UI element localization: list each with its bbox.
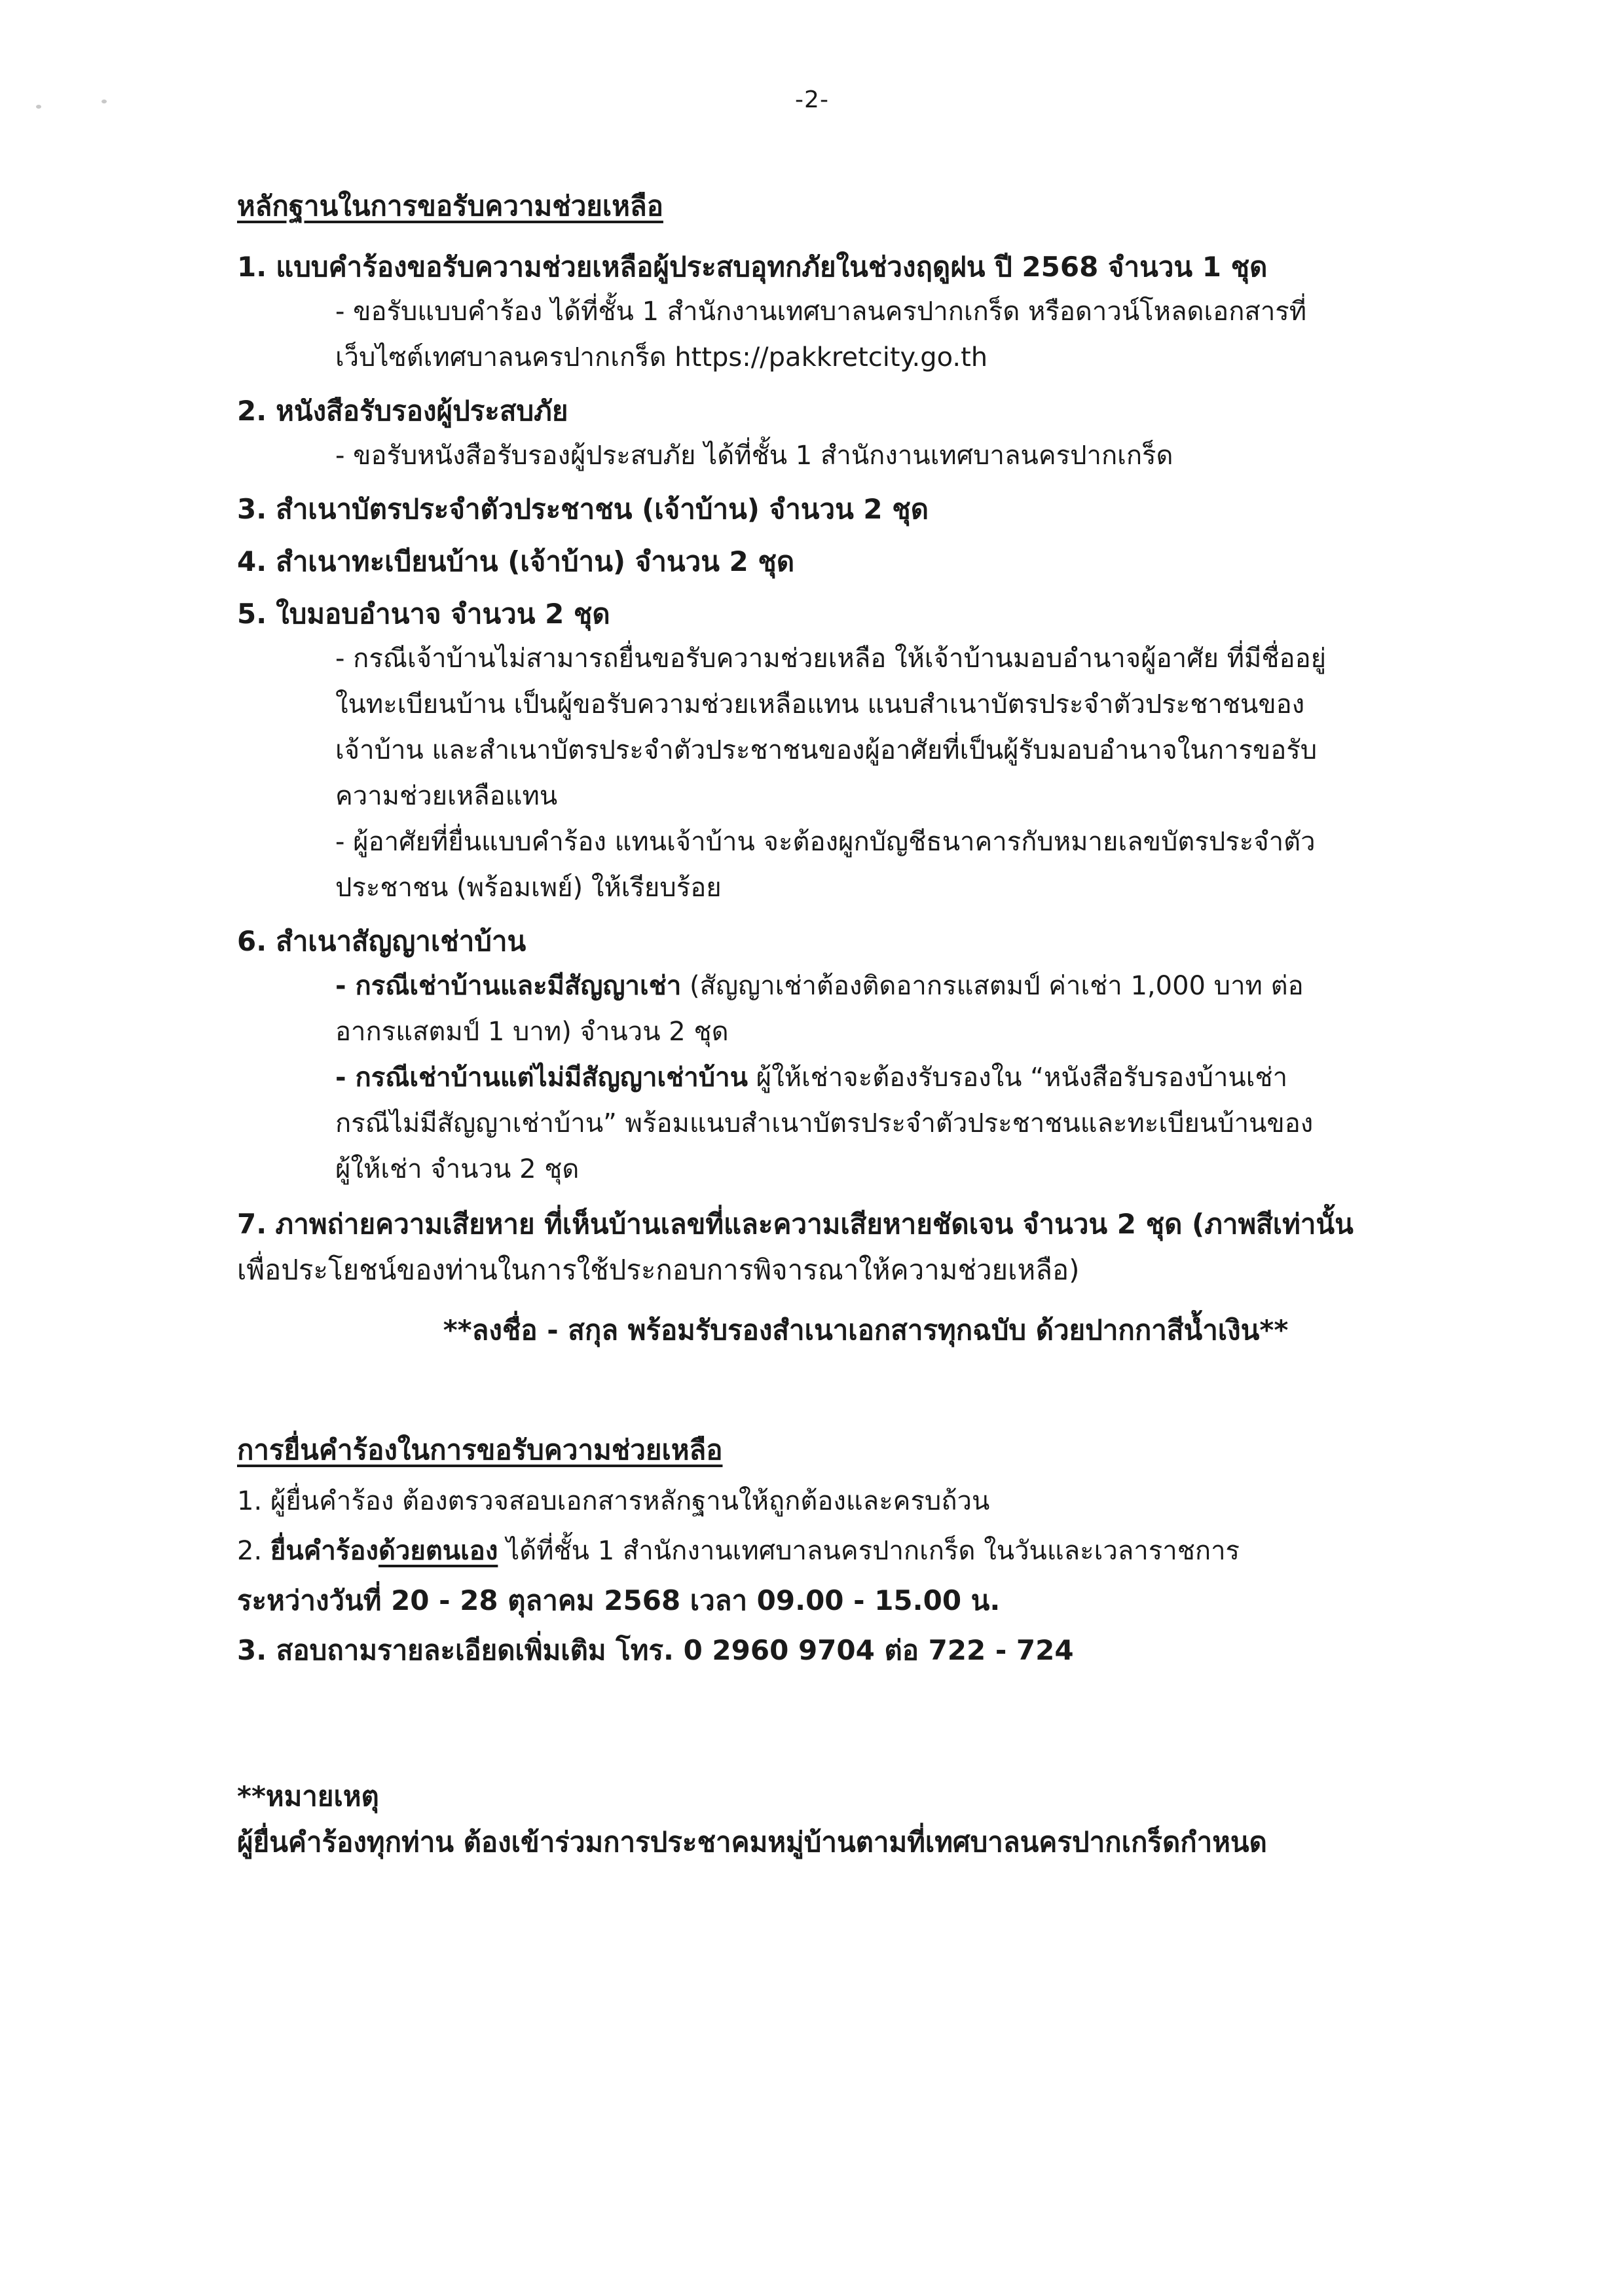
item-detail-line: - กรณีเจ้าบ้านไม่สามารถยื่นขอรับความช่วยเหลือ ให้เจ้าบ้านมอบอำนาจผู้อาศัย ที่มีชื่ออยู่	[335, 644, 1327, 674]
line-number: 2.	[237, 1536, 270, 1566]
item-title-text: ใบมอบอำนาจ จำนวน 2 ชุด	[276, 598, 610, 630]
case-label: - กรณีเช่าบ้านและมีสัญญาเช่า	[335, 971, 682, 1001]
evidence-item-3	[237, 488, 1494, 531]
submission-line-2	[237, 1526, 1494, 1576]
item-number: 4.	[237, 545, 267, 577]
remark-text: ผู้ยื่นคำร้องทุกท่าน ต้องเข้าร่วมการประชาคมหมู่บ้านตามที่เทศบาลนครปากเกร็ดกำหนด	[237, 1826, 1267, 1858]
evidence-item-title	[237, 390, 1494, 433]
evidence-heading: หลักฐานในการขอรับความช่วยเหลือ	[237, 190, 663, 222]
item-detail-line: เว็บไซต์เทศบาลนครปากเกร็ด https://pakkretcity.go.th	[335, 342, 988, 373]
evidence-item-title	[237, 246, 1494, 289]
evidence-item-title	[237, 540, 1494, 583]
evidence-item-4	[237, 540, 1494, 583]
item-detail-line: - ขอรับแบบคำร้อง ได้ที่ชั้น 1 สำนักงานเทศบาลนครปากเกร็ด หรือดาวน์โหลดเอกสารที่	[335, 297, 1307, 327]
case-text: (สัญญาเช่าต้องติดอากรแสตมป์ ค่าเช่า 1,000 บาท ต่อ	[681, 971, 1304, 1001]
submit-location: ได้ที่ชั้น 1 สำนักงานเทศบาลนครปากเกร็ด ในวันและเวลาราชการ	[498, 1536, 1240, 1566]
item-detail-line	[335, 963, 1494, 1009]
item-detail-line: อากรแสตมป์ 1 บาท) จำนวน 2 ชุด	[335, 1017, 729, 1047]
item-number: 2.	[237, 395, 267, 427]
item-detail-line: ประชาชน (พร้อมเพย์) ให้เรียบร้อย	[335, 873, 722, 903]
evidence-item-6	[237, 920, 1494, 1192]
item-detail-line: เพื่อประโยชน์ของท่านในการใช้ประกอบการพิจารณาให้ความช่วยเหลือ)	[237, 1254, 1080, 1286]
item-detail-line: เจ้าบ้าน และสำเนาบัตรประจำตัวประชาชนของผู้อาศัยที่เป็นผู้รับมอบอำนาจในการขอรับ	[335, 735, 1318, 765]
evidence-item-title	[237, 592, 1494, 636]
item-title-text: สำเนาสัญญาเช่าบ้าน	[276, 925, 526, 957]
submission-heading: การยื่นคำร้องในการขอรับความช่วยเหลือ	[237, 1434, 723, 1466]
evidence-item-1	[237, 246, 1494, 380]
remark-heading: **หมายเหตุ	[237, 1780, 379, 1812]
evidence-item-7	[237, 1201, 1494, 1293]
evidence-item-5	[237, 592, 1494, 911]
item-title-text: ภาพถ่ายความเสียหาย ที่เห็นบ้านเลขที่และความเสียหายชัดเจน จำนวน 2 ชุด (ภาพสีเท่านั้น	[275, 1208, 1354, 1240]
evidence-item-title	[237, 920, 1494, 963]
item-title-text: หนังสือรับรองผู้ประสบภัย	[276, 395, 568, 427]
item-number: 7.	[237, 1208, 267, 1240]
item-detail-line: - ขอรับหนังสือรับรองผู้ประสบภัย ได้ที่ชั้น 1 สำนักงานเทศบาลนครปากเกร็ด	[335, 441, 1173, 471]
submission-contact: 3. สอบถามรายละเอียดเพิ่มเติม โทร. 0 2960 9704 ต่อ 722 - 724	[237, 1634, 1074, 1666]
submission-date-range: ระหว่างวันที่ 20 - 28 ตุลาคม 2568 เวลา 09.00 - 15.00 น.	[237, 1584, 1001, 1616]
page-number: -2-	[795, 86, 829, 113]
item-title-text: สำเนาทะเบียนบ้าน (เจ้าบ้าน) จำนวน 2 ชุด	[276, 545, 795, 577]
item-title-text: สำเนาบัตรประจำตัวประชาชน (เจ้าบ้าน) จำนวน 2 ชุด	[276, 493, 929, 525]
item-detail-line: ผู้ให้เช่า จำนวน 2 ชุด	[335, 1154, 580, 1184]
item-number: 6.	[237, 925, 267, 957]
submission-line-1: 1. ผู้ยื่นคำร้อง ต้องตรวจสอบเอกสารหลักฐานให้ถูกต้องและครบถ้วน	[237, 1486, 990, 1516]
item-number: 3.	[237, 493, 267, 525]
document-body	[237, 187, 1494, 1865]
signature-note: **ลงชื่อ - สกุล พร้อมรับรองสำเนาเอกสารทุกฉบับ ด้วยปากกาสีน้ำเงิน**	[443, 1314, 1289, 1346]
evidence-item-2	[237, 390, 1494, 479]
in-person-emphasis: ด้วยตนเอง	[378, 1536, 498, 1566]
case-label: - กรณีเช่าบ้านแต่ไม่มีสัญญาเช่าบ้าน	[335, 1063, 748, 1093]
item-number: 5.	[237, 598, 267, 630]
item-detail-line	[335, 1055, 1494, 1101]
item-detail-line: - ผู้อาศัยที่ยื่นแบบคำร้อง แทนเจ้าบ้าน จะต้องผูกบัญชีธนาคารกับหมายเลขบัตรประจำตัว	[335, 827, 1316, 857]
evidence-item-title	[237, 1201, 1494, 1247]
case-text: ผู้ให้เช่าจะต้องรับรองใน “หนังสือรับรองบ้านเช่า	[747, 1063, 1288, 1093]
item-number: 1.	[237, 251, 267, 283]
evidence-item-title	[237, 488, 1494, 531]
item-detail-line: ความช่วยเหลือแทน	[335, 781, 558, 811]
item-detail-line: กรณีไม่มีสัญญาเช่าบ้าน” พร้อมแนบสำเนาบัตรประจำตัวประชาชนและทะเบียนบ้านของ	[335, 1108, 1314, 1139]
submit-label: ยื่นคำร้อง	[270, 1536, 378, 1566]
item-detail-line: ในทะเบียนบ้าน เป็นผู้ขอรับความช่วยเหลือแทน แนบสำเนาบัตรประจำตัวประชาชนของ	[335, 689, 1305, 720]
item-title-text: แบบคำร้องขอรับความช่วยเหลือผู้ประสบอุทกภัยในช่วงฤดูฝน ปี 2568 จำนวน 1 ชุด	[276, 251, 1268, 283]
